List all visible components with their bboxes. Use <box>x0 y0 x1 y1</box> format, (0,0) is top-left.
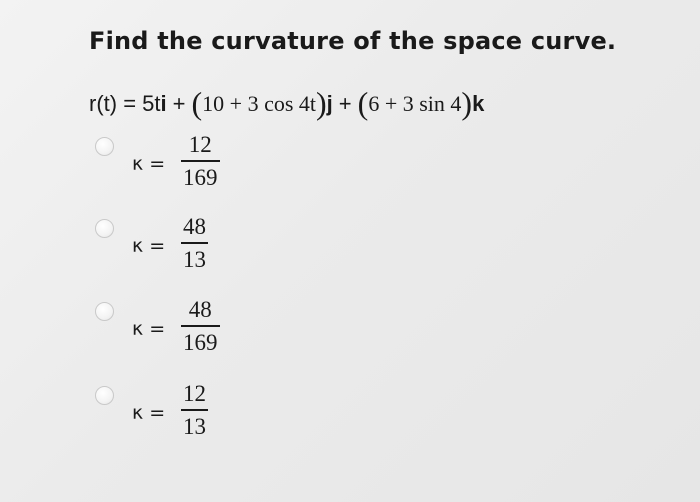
radio-button[interactable] <box>95 137 114 156</box>
radio-button[interactable] <box>95 386 114 405</box>
curve-equation <box>89 84 484 124</box>
fraction-denominator: 169 <box>183 165 218 190</box>
radio-button[interactable] <box>95 302 114 321</box>
fraction-denominator: 13 <box>183 414 206 439</box>
plus-sign: + <box>172 91 186 116</box>
fraction-numerator: 12 <box>188 132 212 157</box>
curvature-label: κ = <box>132 318 166 340</box>
fraction-numerator: 48 <box>188 297 212 322</box>
unit-vector-j: j <box>326 91 333 116</box>
equation-lhs: r(t) = 5t <box>89 91 161 116</box>
plus-sign: + <box>338 91 352 116</box>
open-paren: ( <box>191 85 203 121</box>
fraction-numerator: 12 <box>183 381 206 406</box>
k-component: 6 + 3 sin 4 <box>368 91 462 116</box>
close-paren: ) <box>316 85 327 121</box>
answer-fraction <box>181 298 220 354</box>
curvature-label: κ = <box>132 153 166 175</box>
answer-fraction <box>181 133 220 189</box>
unit-vector-k: k <box>472 91 485 116</box>
fraction-numerator: 48 <box>183 214 206 239</box>
unit-vector-i: i <box>160 91 167 116</box>
fraction-denominator: 13 <box>183 247 206 272</box>
curvature-label: κ = <box>132 235 166 257</box>
question-title: Find the curvature of the space curve. <box>89 27 617 55</box>
answer-fraction <box>181 382 208 438</box>
radio-button[interactable] <box>95 219 114 238</box>
curvature-label: κ = <box>132 402 166 424</box>
answer-fraction <box>181 215 208 271</box>
close-paren: ) <box>461 85 473 121</box>
j-component: 10 + 3 cos 4t <box>202 91 317 116</box>
fraction-denominator: 169 <box>183 330 218 355</box>
open-paren: ( <box>357 85 369 121</box>
